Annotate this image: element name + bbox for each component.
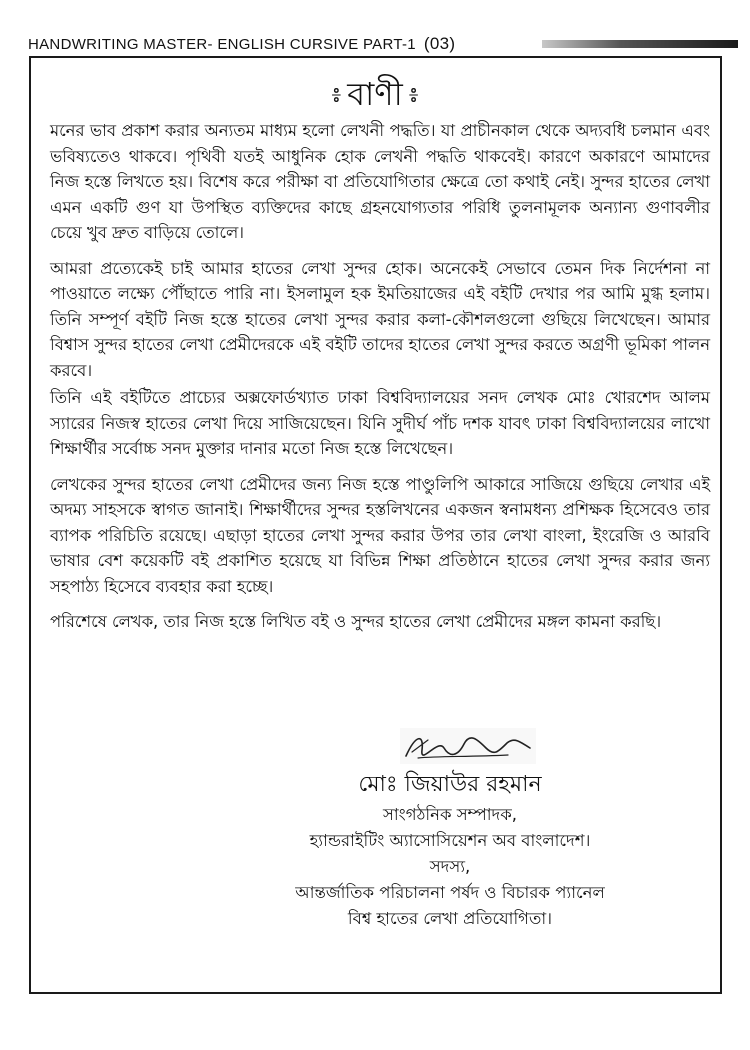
book-title: HANDWRITING MASTER- ENGLISH CURSIVE PART-1 [28, 36, 416, 53]
page-heading [0, 74, 750, 116]
signature-image [398, 726, 538, 766]
paragraph-5: পরিশেষে লেখক, তার নিজ হস্তে লিখিত বই ও সুন্দর হাতের লেখা প্রেমীদের মঙ্গল কামনা করছি। [50, 612, 662, 631]
handwritten-signature [398, 726, 538, 766]
signatory-name: মোঃ জিয়াউর রহমান [358, 772, 542, 797]
signatory-block [230, 768, 670, 932]
header-title [28, 34, 455, 54]
heading-text: বাণী [347, 75, 403, 113]
signatory-competition: বিশ্ব হাতের লেখা প্রতিযোগিতা। [347, 909, 553, 928]
signatory-designation: সাংগঠনিক সম্পাদক, [382, 805, 518, 824]
paragraph-4: লেখকের সুন্দর হাতের লেখা প্রেমীদের জন্য নিজ হস্তে পাণ্ডুলিপি আকারে সাজিয়ে গুছিয়ে লেখার এই অদম্য সাহসকে স্বাগত জানাই। শিক্ষার্থীদের সুন্দর হস্তলিখনের একজন স্বনামধন্য প্রশিক্ষক হিসেবেও তার ব্যাপক পরিচিতি রয়েছে। এছাড়া হাতের লেখা সুন্দর করার উপর তার লেখা বাংলা, ইংরেজি ও আরবি ভাষার বেশ কয়েকটি বই প্রকাশিত হয়েছে যা বিভিন্ন শিক্ষা প্রতিষ্ঠানে হাতের লেখা সুন্দর করার জন্য সহপাঠ্য হিসেবে ব্যবহার করা হচ্ছে। [50, 474, 710, 596]
ornament-left-icon: ៖ [331, 83, 342, 108]
signatory-member-label: সদস্য, [429, 857, 471, 876]
paragraph-3: তিনি এই বইটিতে প্রাচ্যের অক্সফোর্ডখ্যাত ঢাকা বিশ্ববিদ্যালয়ের সনদ লেখক মোঃ খোরশেদ আলম স্যারের নিজস্ব হাতের লেখা দিয়ে সাজিয়েছেন। যিনি সুদীর্ঘ পাঁচ দশক যাবৎ ঢাকা বিশ্ববিদ্যালয়ের লাখো শিক্ষার্থীর সর্বোচ্চ সনদ মুক্তার দানার মতো নিজ হস্তে লিখেছেন। [50, 388, 710, 458]
paragraph-2: আমরা প্রত্যেকেই চাই আমার হাতের লেখা সুন্দর হোক। অনেকেই সেভাবে তেমন দিক নির্দেশনা না পাওয়াতে লক্ষ্যে পৌঁছাতে পারি না। ইসলামুল হক ইমতিয়াজের এই বইটি দেখার পর আমি মুগ্ধ হলাম। তিনি সম্পূর্ণ বইটি নিজ হস্তে হাতের লেখা সুন্দর করার কলা-কৌশলগুলো গুছিয়ে লিখেছেন। আমার বিশ্বাস সুন্দর হাতের লেখা প্রেমীদেরকে এই বইটি তাদের হাতের লেখা সুন্দর করতে অগ্রণী ভূমিকা পালন করবে। [50, 258, 710, 380]
ornament-right-icon: ៖ [408, 83, 419, 108]
header-decorative-bar [542, 40, 738, 48]
page-number: (03) [423, 34, 456, 53]
signatory-panel: আন্তর্জাতিক পরিচালনা পর্ষদ ও বিচারক প্যানেল [295, 883, 605, 902]
signatory-organization: হ্যান্ডরাইটিং অ্যাসোসিয়েশন অব বাংলাদেশ। [309, 831, 591, 850]
page-header [22, 34, 732, 54]
paragraph-1: মনের ভাব প্রকাশ করার অন্যতম মাধ্যম হলো লেখনী পদ্ধতি। যা প্রাচীনকাল থেকে অদ্যবধি চলমান এবং ভবিষ্যতেও থাকবে। পৃথিবী যতই আধুনিক হোক লেখনী পদ্ধতি থাকবেই। কারণে অকারণে আমাদের নিজ হস্তে লিখতে হয়। বিশেষ করে পরীক্ষা বা প্রতিযোগিতার ক্ষেত্রে তো কথাই নেই। সুন্দর হাতের লেখা এমন একটি গুণ যা উপস্থিত ব্যক্তিদের কাছে গ্রহনযোগ্যতার পরিধি তুলনামূলক অন্যান্য গুণাবলীর চেয়ে খুব দ্রুত বাড়িয়ে তোলে। [50, 121, 710, 242]
message-body [50, 118, 710, 645]
